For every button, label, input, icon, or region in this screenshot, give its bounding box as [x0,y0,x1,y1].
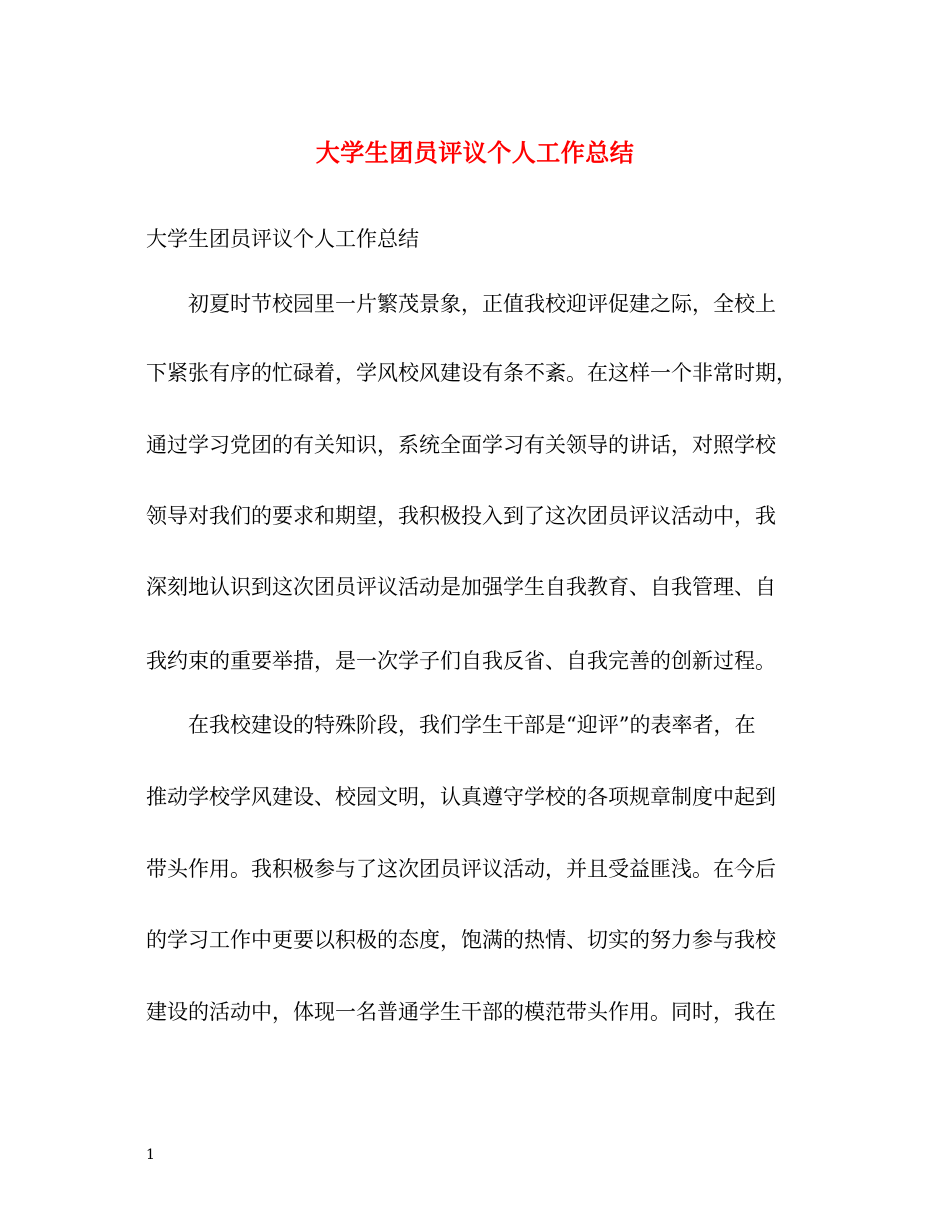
text-line-6: 我约束的重要举措，是一次学子们自我反省、自我完善的创新过程。 [146,649,776,673]
text-line-3: 通过学习党团的有关知识，系统全面学习有关领导的讲话，对照学校 [146,433,776,457]
document-title: 大学生团员评议个人工作总结 [315,138,635,167]
text-line-10: 的学习工作中更要以积极的态度，饱满的热情、切实的努力参与我校 [146,928,776,952]
page-number: 1 [146,1147,155,1163]
text-line-9: 带头作用。我积极参与了这次团员评议活动，并且受益匪浅。在今后 [146,857,776,881]
text-line-4: 领导对我们的要求和期望，我积极投入到了这次团员评议活动中，我 [146,504,776,528]
text-line-5: 深刻地认识到这次团员评议活动是加强学生自我教育、自我管理、自 [146,575,776,599]
text-line-11: 建设的活动中，体现一名普通学生干部的模范带头作用。同时，我在 [146,1000,776,1024]
text-line-2: 下紧张有序的忙碌着，学风校风建设有条不紊。在这样一个非常时期， [146,361,797,385]
text-line-8: 推动学校学风建设、校园文明，认真遵守学校的各项规章制度中起到 [146,785,776,809]
document-subtitle: 大学生团员评议个人工作总结 [146,227,419,251]
text-line-1: 初夏时节校园里一片繁茂景象，正值我校迎评促建之际，全校上 [188,292,776,316]
text-line-7: 在我校建设的特殊阶段，我们学生干部是“迎评”的表率者，在 [188,713,756,737]
